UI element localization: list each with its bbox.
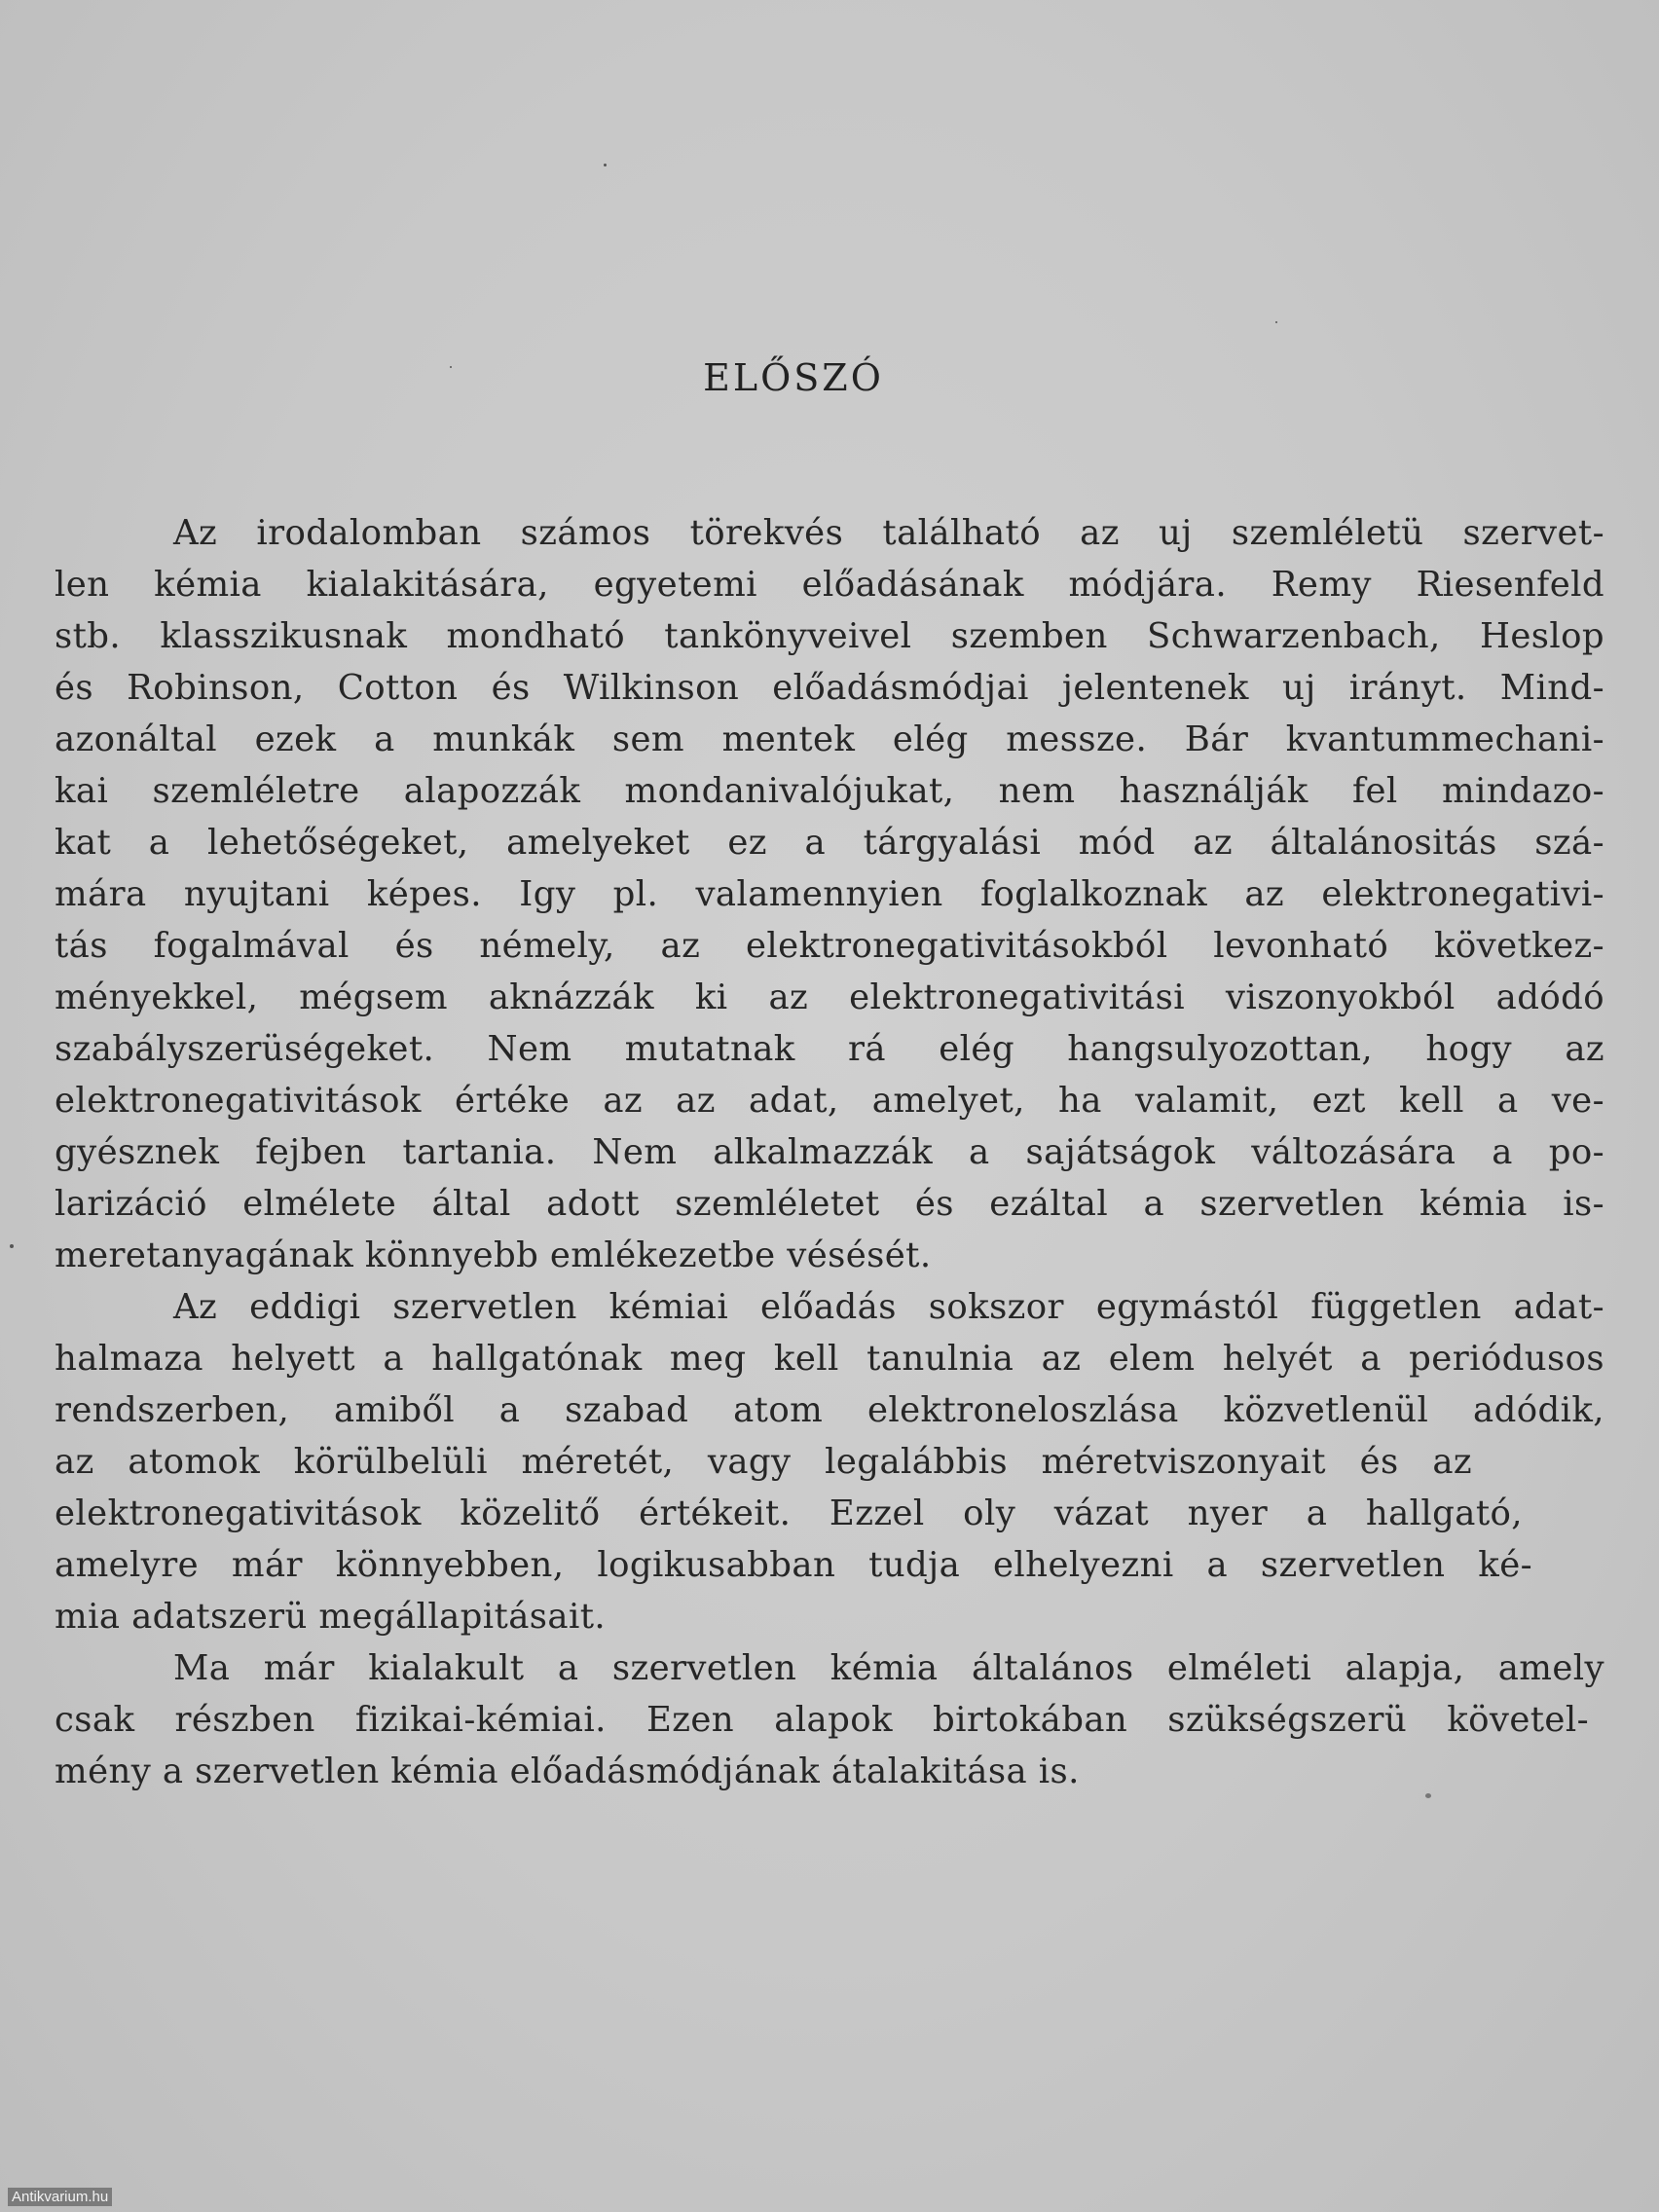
paper-speck — [1425, 1793, 1431, 1798]
text-line: csak részben fizikai-kémiai. Ezen alapok birtokában szükségszerü követel- — [55, 1700, 1589, 1740]
paper-speck — [604, 164, 607, 166]
paper-speck — [1275, 321, 1277, 323]
watermark: Antikvarium.hu — [8, 2188, 112, 2206]
text-line: larizáció elmélete által adott szemléletet és ezáltal a szervetlen kémia is- — [55, 1184, 1604, 1224]
text-line: ményekkel, mégsem aknázzák ki az elektronegativitási viszonyokból adódó — [55, 977, 1604, 1017]
text-line: halmaza helyett a hallgatónak meg kell tanulnia az elem helyét a periódusos — [55, 1339, 1604, 1379]
text-line: és Robinson, Cotton és Wilkinson előadásmódjai jelentenek uj irányt. Mind- — [55, 668, 1604, 708]
text-line: Az eddigi szervetlen kémiai előadás sokszor egymástól független adat- — [173, 1287, 1604, 1327]
text-line: szabályszerüségeket. Nem mutatnak rá elég hangsulyozottan, hogy az — [55, 1029, 1604, 1069]
text-line: Ma már kialakult a szervetlen kémia általános elméleti alapja, amely — [173, 1648, 1604, 1688]
text-line: az atomok körülbelüli méretét, vagy legalábbis méretviszonyait és az — [55, 1442, 1472, 1482]
page-title: ELŐSZÓ — [703, 356, 884, 399]
text-line: kat a lehetőségeket, amelyeket ez a tárgyalási mód az általánositás szá- — [55, 823, 1604, 863]
text-line: elektronegativitások közelitő értékeit. Ezzel oly vázat nyer a hallgató, — [55, 1493, 1523, 1533]
text-line: mény a szervetlen kémia előadásmódjának átalakitása is. — [55, 1751, 1080, 1791]
text-line: gyésznek fejben tartania. Nem alkalmazzák a sajátságok változására a po- — [55, 1132, 1604, 1172]
text-line: kai szemléletre alapozzák mondanivalójukat, nem használják fel mindazo- — [55, 771, 1604, 811]
text-line: Az irodalomban számos törekvés található az uj szemléletü szervet- — [173, 513, 1604, 553]
text-line: rendszerben, amiből a szabad atom elektroneloszlása közvetlenül adódik, — [55, 1390, 1604, 1430]
text-line: amelyre már könnyebben, logikusabban tudja elhelyezni a szervetlen ké- — [55, 1545, 1532, 1585]
text-line: mára nyujtani képes. Igy pl. valamennyien foglalkoznak az elektronegativi- — [55, 874, 1604, 914]
text-line: stb. klasszikusnak mondható tankönyveivel szemben Schwarzenbach, Heslop — [55, 616, 1604, 656]
paper-speck — [10, 1244, 14, 1248]
paper-speck — [450, 366, 452, 368]
text-line: tás fogalmával és némely, az elektronegativitásokból levonható következ- — [55, 926, 1604, 966]
text-line: len kémia kialakitására, egyetemi előadásának módjára. Remy Riesenfeld — [55, 565, 1604, 605]
text-line: mia adatszerü megállapitásait. — [55, 1597, 607, 1637]
text-line: elektronegativitások értéke az az adat, amelyet, ha valamit, ezt kell a ve- — [55, 1081, 1604, 1121]
text-line: azonáltal ezek a munkák sem mentek elég messze. Bár kvantummechani- — [55, 719, 1604, 759]
text-line: meretanyagának könnyebb emlékezetbe vésését. — [55, 1235, 932, 1275]
